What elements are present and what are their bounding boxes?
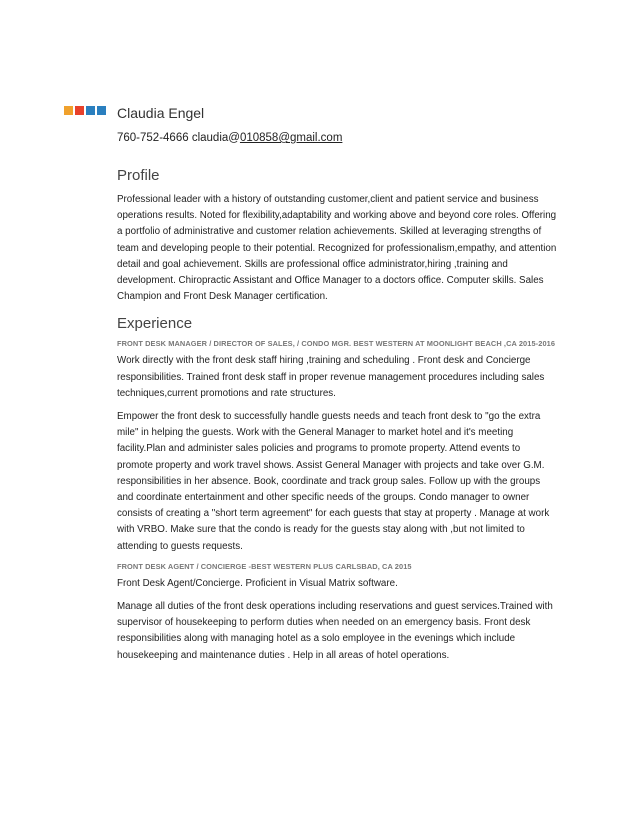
job-title: FRONT DESK MANAGER / DIRECTOR OF SALES, / CONDO MGR. BEST WESTERN AT MOONLIGHT BEACH ,CA 2015-2016: [117, 339, 556, 349]
phone-number: 760-752-4666: [117, 132, 189, 144]
job-title: FRONT DESK AGENT / CONCIERGE -BEST WESTERN PLUS CARLSBAD, CA 2015: [117, 561, 412, 571]
resume-content: [117, 104, 557, 664]
logo-square-blue: [86, 106, 95, 115]
logo-square-blue-2: [97, 106, 106, 115]
email-link[interactable]: 010858@gmail.com: [239, 132, 343, 144]
logo-square-red: [75, 106, 84, 115]
logo-squares: [64, 106, 106, 115]
email-prefix: claudia@: [191, 132, 240, 144]
job-description: Manage all duties of the front desk operations including reservations and guest services.Trained with supervisor of housekeeping to perform duties when needed on an emergency basis. Front desk responsibilities along with managing hotel as a solo employee in the evenings which include housekeeping and maintenance duties . Help in all areas of hotel operations.: [117, 601, 553, 661]
contact-line: [117, 131, 557, 146]
profile-heading: Profile: [117, 167, 160, 184]
job-description: Empower the front desk to successfully handle guests needs and teach front desk to "go the extra mile" in helping the guests. Work with the General Manager to market hotel and it's meeting facility.Plan and administer sales policies and programs to promote property. Attend events to promote property and work travel shows. Assist General Manager with projects and take over G.M. responsibilities in her absence. Book, coordinate and track group sales. Follow up with the groups and coordinate entertainment and other specific needs of the groups. Condo manager to owner consists of creating a "short term agreement" for each guests that stay at property . Manage at work with VRBO. Make sure that the condo is ready for the guests stay along with ,but not limited to attending to guests requests.: [117, 411, 550, 552]
job-description: Front Desk Agent/Concierge. Proficient in Visual Matrix software.: [117, 577, 398, 589]
logo-square-orange: [64, 106, 73, 115]
candidate-name: Claudia Engel: [117, 105, 205, 121]
profile-text: Professional leader with a history of outstanding customer,client and patient service and business operations results. Noted for flexibility,adaptability and working above and beyond core roles. Offering a portfolio of administrative and customer relation achievements. Skilled at leveraging strengths of team and developing people to their potential. Recognized for professionalism,empathy, and attention detail and goal achievement. Skills are professional office administrator,hiring ,training and development. Chiropractic Assistant and Office Manager to a doctors office. Computer skills. Sales Champion and Front Desk Manager certification.: [117, 194, 557, 303]
experience-heading: Experience: [117, 315, 193, 333]
job-description: Work directly with the front desk staff hiring ,training and scheduling . Front desk and Concierge responsibilities. Trained front desk staff in proper revenue management procedures including sales techniques,current promotions and rate structures.: [117, 355, 545, 399]
